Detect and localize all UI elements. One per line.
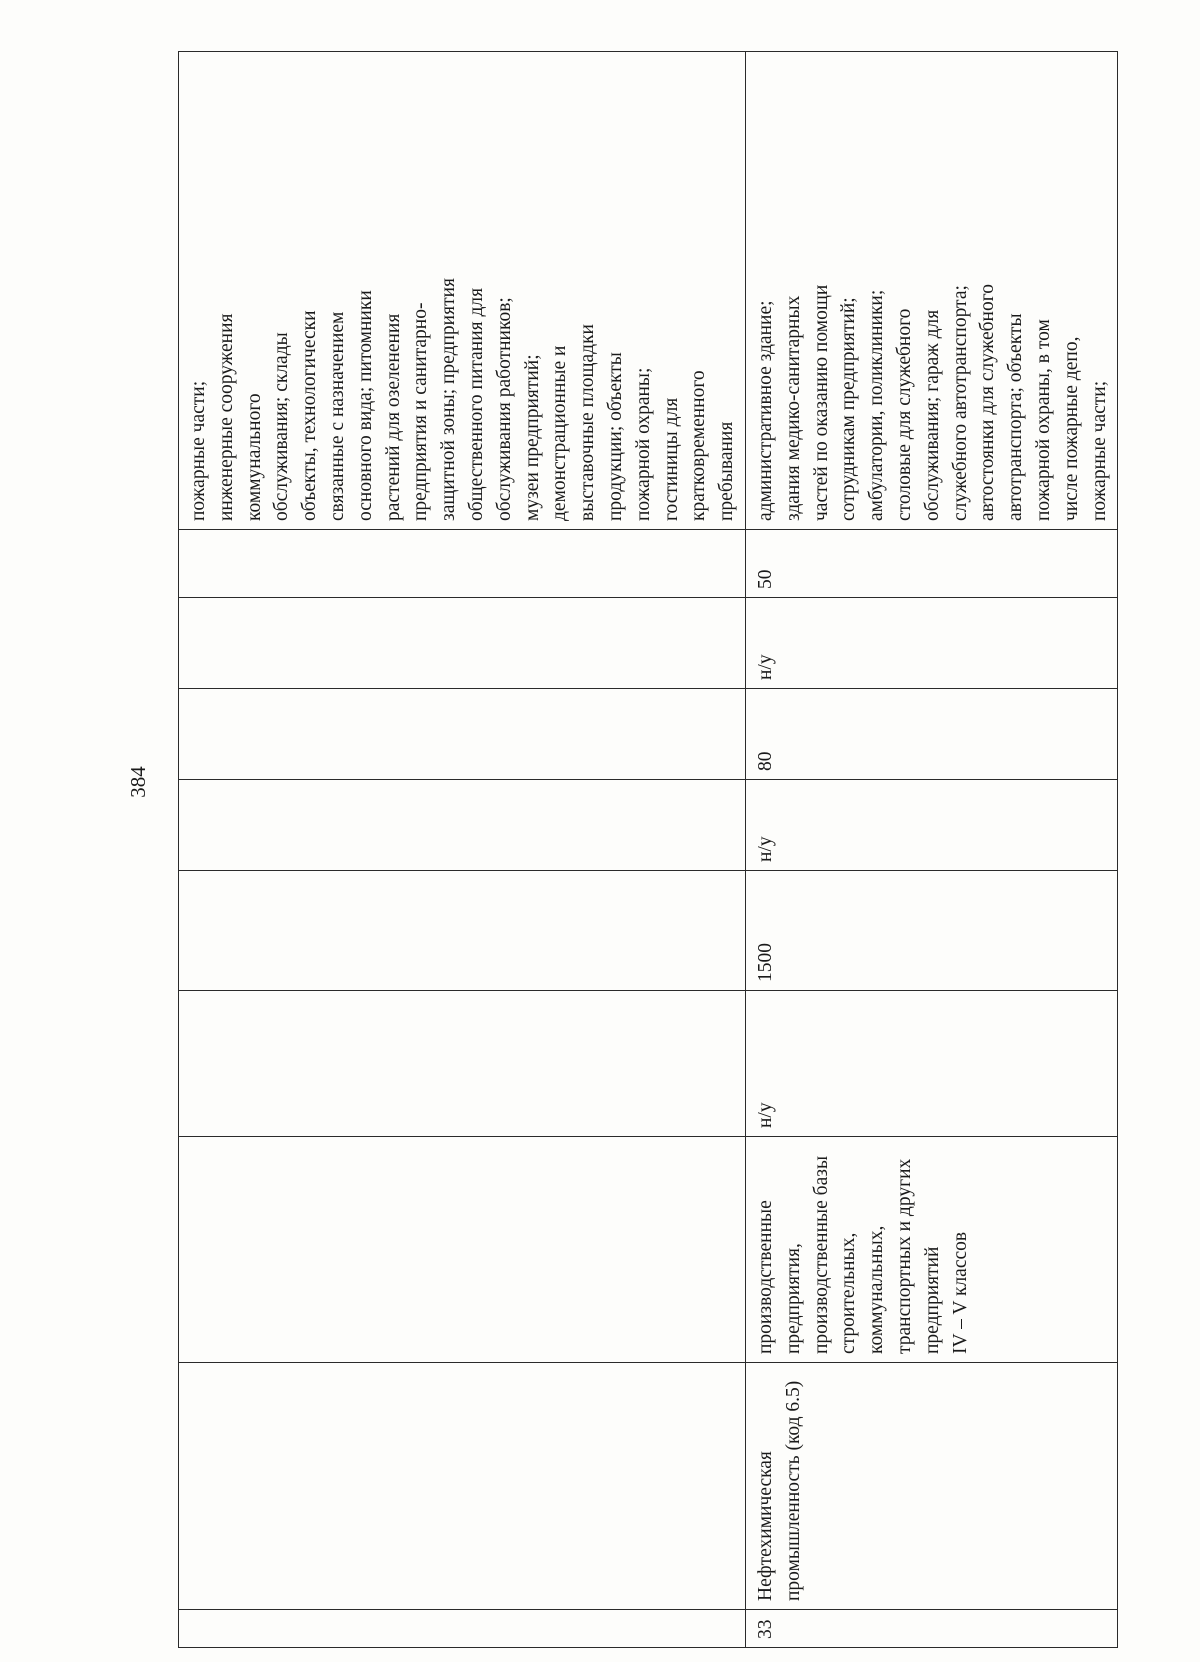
cell-param-1: н/у [745, 991, 1117, 1137]
text-line: частей по оказанию помощи [810, 284, 832, 521]
text-line: автостоянки для служебного [977, 284, 999, 521]
text-line: защитной зоны; предприятия [438, 277, 460, 521]
cell-permitted-uses [745, 52, 1117, 530]
cell-param-2: 1500 [745, 871, 1117, 991]
text-line: Нефтехимическая [754, 1451, 776, 1601]
text-line: коммунального [243, 393, 265, 521]
cell-param-4: 80 [745, 689, 1117, 780]
text-line: транспортных и других [893, 1158, 915, 1354]
cell-param-3-empty [179, 780, 746, 871]
cell-param-1-empty [179, 991, 746, 1137]
cell-number: 33 [745, 1610, 1117, 1648]
page-number: 384 [126, 766, 150, 798]
cell-main-use-empty [179, 1137, 746, 1363]
cell-number-empty [179, 1610, 746, 1648]
text-line: пожарные части; [188, 380, 209, 521]
text-line: промышленность (код 6.5) [782, 1380, 804, 1601]
text-line: предприятия, [782, 1243, 804, 1354]
text-line: строительных, [838, 1232, 860, 1354]
cell-param-6: 50 [745, 530, 1117, 598]
text-line: гостиницы для [660, 397, 682, 521]
text-line: пожарной охраны; [632, 367, 654, 521]
text-line: объекты, технологически [299, 310, 321, 521]
cell-param-4-empty [179, 689, 746, 780]
table-row-continuation [179, 52, 746, 1648]
text-line: производственные [754, 1200, 776, 1354]
zoning-table-rotated [178, 52, 1110, 1648]
text-line: IV – V классов [949, 1231, 971, 1354]
text-line: предприятий [921, 1246, 943, 1354]
text-line: пребывания [716, 421, 738, 521]
cell-param-3: н/у [745, 780, 1117, 871]
text-line: столовые для служебного [893, 308, 915, 521]
text-line: кратковременного [688, 370, 710, 521]
text-line: обслуживания; гараж для [921, 309, 943, 521]
zoning-table [178, 51, 1118, 1648]
zoning-table-wrapper [178, 52, 1110, 1648]
text-line: административное здание; [754, 300, 776, 521]
text-line: обслуживания работников; [493, 297, 515, 521]
cell-zone [745, 1363, 1117, 1610]
cell-zone-empty [179, 1363, 746, 1610]
text-line: выставочные площадки [577, 324, 599, 521]
cell-param-5: н/у [745, 598, 1117, 689]
text-line: предприятия и санитарно- [410, 302, 432, 521]
cell-permitted-uses-continuation [179, 52, 746, 530]
text-line: растений для озеленения [382, 313, 404, 521]
cell-param-5-empty [179, 598, 746, 689]
text-line: сотрудникам предприятий; [838, 297, 860, 521]
text-line: коммунальных, [866, 1225, 888, 1354]
cell-param-2-empty [179, 871, 746, 991]
text-line: продукции; объекты [604, 352, 626, 521]
cell-main-use [745, 1137, 1117, 1363]
text-line: здания медико-санитарных [782, 295, 804, 521]
text-line: общественного питания для [465, 287, 487, 521]
text-line: музеи предприятий; [521, 354, 543, 521]
text-line: пожарные части; [1088, 380, 1110, 521]
text-line: пожарной охраны, в том [1032, 319, 1054, 521]
text-line: служебного автотранспорта; [949, 285, 971, 521]
text-line: обслуживания; склады [271, 332, 293, 521]
text-line: числе пожарные депо, [1060, 336, 1082, 521]
text-line: амбулатории, поликлиники; [866, 289, 888, 521]
text-line: автотранспорта; объекты [1005, 313, 1027, 521]
text-line: связанные с назначением [326, 311, 348, 521]
text-line: инженерные сооружения [215, 313, 237, 521]
text-line: основного вида; питомники [354, 290, 376, 521]
cell-param-6-empty [179, 530, 746, 598]
table-row-33 [745, 52, 1117, 1648]
text-line: демонстрационные и [549, 345, 571, 521]
text-line: производственные базы [810, 1155, 832, 1354]
